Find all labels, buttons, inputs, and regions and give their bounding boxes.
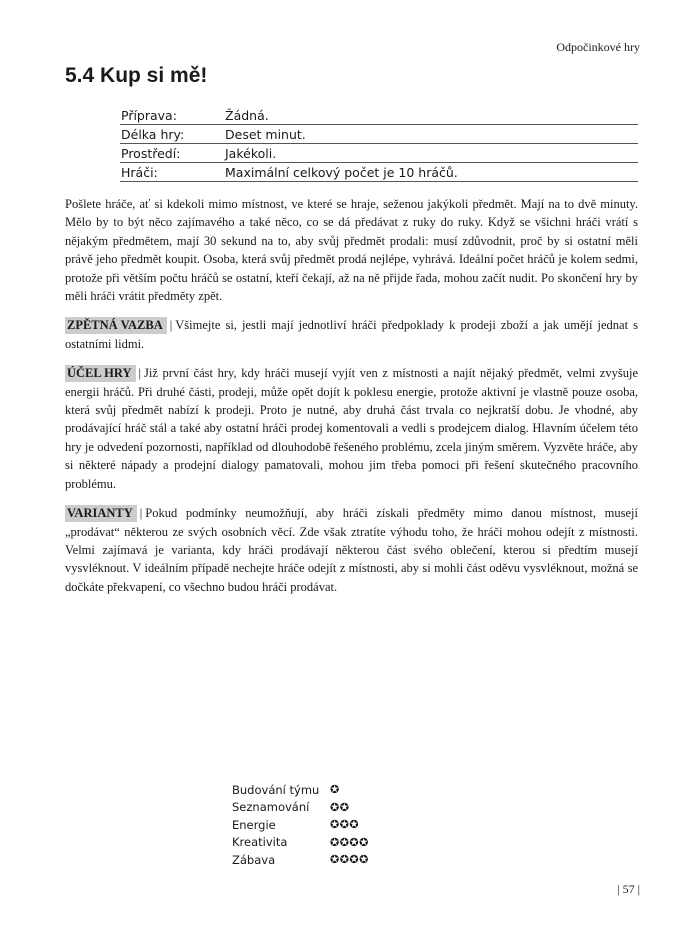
body-text [65,195,638,607]
star-icon: ✪ [330,783,340,797]
purpose-tag: ÚČEL HRY [65,365,136,382]
info-row [120,144,638,163]
star-icon: ✪✪✪ [330,818,360,832]
info-row [120,163,638,182]
rating-row [232,834,369,852]
info-value: Deset minut. [224,125,638,144]
rating-row [232,851,369,869]
star-icon: ✪✪✪✪ [330,853,369,867]
info-label: Hráči: [120,163,224,182]
feedback-tag: ZPĚTNÁ VAZBA [65,317,167,334]
game-info-table [120,106,638,182]
purpose-paragraph [65,364,638,493]
section-title: 5.4 Kup si mě! [65,64,208,87]
info-value: Maximální celkový počet je 10 hráčů. [224,163,638,182]
rating-label: Budování týmu [232,782,320,797]
rating-row [232,799,369,817]
running-header: Odpočinkové hry [556,40,640,54]
info-row [120,106,638,125]
variants-paragraph [65,504,638,596]
rating-label: Zábava [232,852,276,867]
rating-label: Seznamování [232,800,310,815]
separator: | [139,506,143,521]
variants-text: Pokud podmínky neumožňují, aby hráči získali předměty mimo danou místnost, musejí „prodávat“ některou ze svých osobních věcí. Zde však ztratíte výhodu toho, že hráči mohou odejít z místnosti. Velmi zajímavá je varianta, kdy hráči prodávají některou část svého oblečení, kterou si předtím musejí vysvléknout. V ideálním případě nechejte hráče odejít z místnosti, aby si mohli část oděvu vysvléknout, možná se dočkáte překvapení, co všechno budou hráči prodávat. [65,506,638,594]
separator: | [169,318,173,333]
rating-row [232,781,369,799]
rating-row [232,816,369,834]
variants-tag: VARIANTY [65,505,137,522]
info-value: Žádná. [224,106,638,125]
feedback-text: Všimejte si, jestli mají jednotliví hráči předpoklady k prodeji zboží a jak umějí jednat s ostatními lidmi. [65,318,638,351]
separator: | [138,366,142,381]
info-row [120,125,638,144]
rating-label: Kreativita [232,835,288,850]
star-icon: ✪✪✪✪ [330,835,369,849]
rating-label: Energie [232,817,276,832]
intro-paragraph: Pošlete hráče, ať si kdekoli mimo místnost, ve které se hraje, seženou jakýkoli předmět. Mají na to dvě minuty. Mělo by to být něco zajímavého a také něco, co se dá předávat z ruky do ruky. Když se všichni hráči vrátí s nějakým předmětem, mají 30 sekund na to, aby svůj předmět prodali: musí zdůvodnit, proč by si ostatní měli právě jeho předmět koupit. Osoba, která svůj předmět prodá nejlépe, vyhrává. Ideální počet hráčů je kolem sedmi, protože při větším počtu hráčů se ostatní, kteří čekají, až na ně přijde řada, mohou začít nudit. Po skončení hry by měli hráči vrátit předměty zpět. [65,197,638,304]
feedback-paragraph [65,316,638,353]
ratings-table [232,781,369,869]
page-number: | 57 | [617,882,640,896]
info-label: Délka hry: [120,125,224,144]
info-label: Příprava: [120,106,224,125]
info-label: Prostředí: [120,144,224,163]
star-icon: ✪✪ [330,800,350,814]
purpose-text: Již první část hry, kdy hráči musejí vyjít ven z místnosti a najít nějaký předmět, velmi zvyšuje energii hráčů. Při druhé části, prodeji, může opět dojít k poklesu energie, protože aktivní je vlastně pouze osoba, která svůj předmět nabízí k prodeji. Proto je nutné, aby druhá část trvala co nejkratší dobu. Je vhodné, aby prodávající hráč stál a také aby ostatní hráči prodej komentovali a vedli s prodejcem dialog. Hlavním účelem této hry je odvedení pozornosti, například od dlouhodobě řešeného problému, zcela jiným směrem. Vyzvěte hráče, aby si některé nápady a prodejní dialogy pamatovali, mohou jim třeba pomoci při řešení skutečného pracovního problému. [65,366,638,491]
info-value: Jakékoli. [224,144,638,163]
